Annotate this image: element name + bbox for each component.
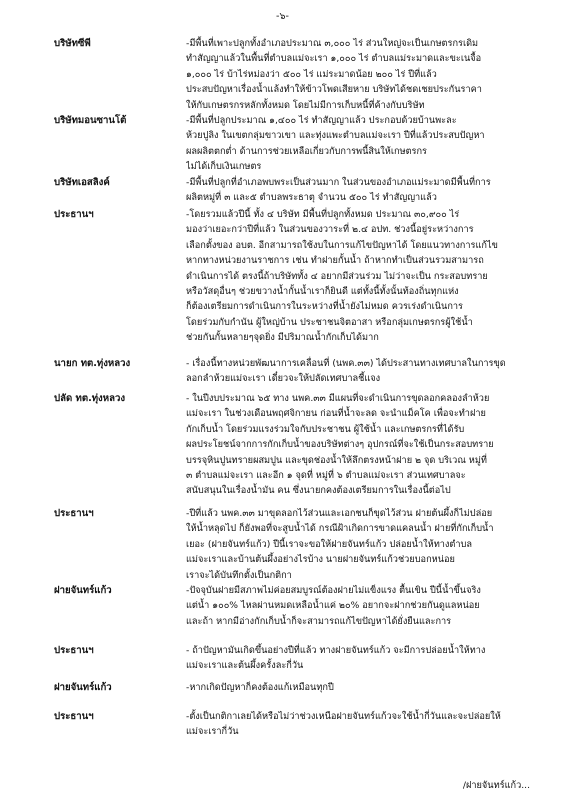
content-line: บรรจุหินปูนทรายผสมปูน และขุดช่องน้ำให้ลึกตรงหน้าฝาย ๒ จุด บริเวณ หมู่ที่ xyxy=(186,454,487,466)
content-line: เยอะ (ฝายจันทร์แก้ว) ปีนี้เราจะขอให้ฝายจันทร์แก้ว ปล่อยน้ำให้ทางตำบล xyxy=(186,538,472,550)
content-line: หากทางหน่วยงานราชการ เช่น ทำฝายกั้นน้ำ ถ้าหากทำเป็นส่วนรวมสามารถ xyxy=(186,255,484,267)
content-line: ผลิตหมู่ที่ ๓ และ๕ ตำบลพระธาตุ จำนวน ๕๐๐ ไร่ ทำสัญญาแล้ว xyxy=(186,192,437,204)
content-line: แต่น้ำ ๑๐๐% ไหลผ่านหมดเหลือน้ำแค่ ๒๐% อยากจะฝากช่วยกันดูแลหน่อย xyxy=(186,600,480,612)
entry-content xyxy=(186,643,522,674)
content-line: แม่จะเรากี่วัน xyxy=(186,726,239,738)
content-line: ให้กับเกษตรกรหลักทั้งหมด โดยไม่มีการเก็บหนี้ที่ค้างกับบริษัท xyxy=(186,99,425,111)
speaker-label: ประธานฯ xyxy=(54,645,94,656)
content-line: สนับสนุนในเรื่องน้ำมัน คน ซึ่งนายกคงต้องเตรียมการในเรื่องนี้ต่อไป xyxy=(186,485,451,497)
speaker-label: บริษัทซีพี xyxy=(54,38,91,49)
content-line: กักเก็บน้ำ โดยร่วมแรงร่วมใจกับประชาชน ผู้ใช้น้ำ และเกษตรกรที่ได้รับ xyxy=(186,423,465,435)
speaker-label: ปลัด ทต.ทุ่งหลวง xyxy=(54,393,126,404)
content-line: แม่จะเราและบ้านต้นผึ้งอย่างไรบ้าง นายฝายจันทร์แก้วช่วยบอกหน่อย xyxy=(186,554,455,566)
content-line: ๑,๐๐๐ ไร่ บ้าไร่หม่องว่า ๕๐๐ ไร่ แม่ระมาดน้อย ๒๐๐ ไร่ ปีที่แล้ว xyxy=(186,68,437,80)
content-line: หรือวัสดุอื่นๆ ช่วยขวางน้ำกั้นน้ำเราก็ยินดี แต่ทั้งนี้ทั้งนั้นท้องถิ่นทุกแห่ง xyxy=(186,286,459,298)
speaker-label: ฝายจันทร์แก้ว xyxy=(54,585,112,596)
speaker-label: ประธานฯ xyxy=(54,209,94,220)
content-line: -มีพื้นที่ปลูกประมาณ ๑,๔๐๐ ไร่ ทำสัญญาแล้ว ประกอบด้วยบ้านพะละ xyxy=(186,115,457,126)
content-line: ทำสัญญาแล้วในพื้นที่ตำบลแม่จะเรา ๑,๐๐๐ ไร่ ตำบลแม่ระมาดและขะเนจื้อ xyxy=(186,53,482,65)
content-line: -มีพื้นที่เพาะปลูกทั้งอำเภอประมาณ ๓,๐๐๐ ไร่ ส่วนใหญ่จะเป็นเกษตรกรเดิม xyxy=(186,38,479,49)
content-line: ก็ต้องเตรียมการดำเนินการในระหว่างที่น้ำยังไม่หมด ควรเร่งดำเนินการ xyxy=(186,301,463,313)
content-line: ดำเนินการได้ ตรงนี้ถ้าบริษัททั้ง ๔ อยากมีส่วนร่วม ไม่ว่าจะเป็น กระสอบทราย xyxy=(186,270,488,282)
content-line: ให้น้ำหลุดไป ก็ยังพอที่จะสูบน้ำได้ กรณีฝ้าเกิดการขาดแคลนน้ำ ฝายที่กักเก็บน้ำ xyxy=(186,523,494,535)
content-line: แม่จะเราและต้นผึ้งครั้งละกี่วัน xyxy=(186,660,304,672)
content-line: - ในปีงบประมาณ ๖๕ ทาง นพค.๓๓ มีแผนที่จะดำเนินการขุดลอกคลองลำห้วย xyxy=(186,393,490,404)
speaker-label: บริษัทเอสลิงค์ xyxy=(54,177,110,188)
content-line: ผลผลิตตกต่ำ ด้านการช่วยเหลือเกี่ยวกับการพนี้สินให้เกษตรกร xyxy=(186,145,427,157)
speaker-label: นายก ทต.ทุ่งหลวง xyxy=(54,358,131,369)
content-line: ประสบปัญหาเรื่องน้ำแล้งทำให้ข้าวโพดเสียหาย บริษัทได้ชดเชยประกันราคา xyxy=(186,84,482,96)
content-line: -ปีที่แล้ว นพค.๓๓ มาขุดลอกไว้ส่วนและเอกชนก็ขุดไว้ส่วน ฝายต้นผึ้งก็ไม่ปล่อย xyxy=(186,508,493,519)
content-line: - ถ้าปัญหามันเกิดขึ้นอย่างปีที่แล้ว ทางฝายจันทร์แก้ว จะมีการปล่อยน้ำให้ทาง xyxy=(186,645,486,656)
content-line: -ปัจจุบันฝายมีสภาพไม่ค่อยสมบูรณ์ต้องฝายไม่แข็งแรง ตื้นเขิน ปีนี้น้ำขึ้นจริง xyxy=(186,585,481,596)
content-line: -ตั้งเป็นกติกาเลยได้หรือไม่ว่าช่วงเหนือฝายจันทร์แก้วจะใช้น้ำกี่วันและจะปล่อยให้ xyxy=(186,711,501,722)
entry-content xyxy=(186,506,522,583)
content-line: เราจะได้บันทึกตั้งเป็นกติกา xyxy=(186,569,292,581)
entry-content xyxy=(186,207,522,346)
entry-content xyxy=(186,709,522,740)
entry-content xyxy=(186,583,522,629)
entry-content xyxy=(186,113,522,175)
entry-content xyxy=(186,36,522,113)
content-line: มองว่าเยอะกว่าปีที่แล้ว ในส่วนของวาระที่ ๒.๔ อปท. ช่วงนี้อยู่ระหว่างการ xyxy=(186,224,474,236)
content-line: - เรื่องนี้ทางหน่วยพัฒนาการเคลื่อนที่ (นพค.๓๓) ได้ประสานทางเทศบาลในการขุด xyxy=(186,358,506,369)
content-line: และถ้า หากมีอ่างกักเก็บน้ำก็จะสามารถแก้ไขปัญหาได้ยั่งยืนและการ xyxy=(186,615,452,627)
content-line: แม่จะเรา ในช่วงเดือนพฤศจิกายน ก่อนที่น้ำจะลด จะนำแม็คโค เพื่อจะทำฝาย xyxy=(186,408,486,420)
entry-content xyxy=(186,680,522,695)
speaker-label: ประธานฯ xyxy=(54,711,94,722)
speaker-label: บริษัทมอนซานโต้ xyxy=(54,115,127,126)
continuation-marker: /ฝายจันทร์แก้ว... xyxy=(462,780,530,791)
content-line: ห้วยปูลิง ในเขตกลุ่มขาวเขา และทุ่งแพะตำบลแม่จะเรา ปีที่แล้วประสบปัญหา xyxy=(186,130,485,142)
content-line: ช่วยกันกั้นหลายๆจุดยิ่ง มีปริมาณน้ำกักเก็บได้มาก xyxy=(186,332,379,344)
content-line: -หากเกิดปัญหาก็คงต้องแก้เหมือนทุกปี xyxy=(186,682,334,693)
content-line: ๓ ตำบลแม่จะเรา และอีก ๑ จุดที่ หมู่ที่ ๖ ตำบลแม่จะเรา ส่วนเทศบาลจะ xyxy=(186,470,466,482)
content-line: ผลประโยชน์จากการกักเก็บน้ำของบริษัทต่างๆ อุปกรณ์ที่จะใช้เป็นกระสอบทราย xyxy=(186,439,494,451)
content-line: ไม่ได้เก็บเงินเกษตร xyxy=(186,161,262,173)
content-line: ลอกลำห้วยแม่จะเรา เดี๋ยวจะให้ปลัดเทศบาลชี้แจง xyxy=(186,373,381,385)
content-line: เลือกตั้งของ อบต. อีกสามารถใช้งบในการแก้ไขปัญหาได้ โดยแนวทางการแก้ไข xyxy=(186,239,498,251)
content-line: -โดยรวมแล้วปีนี้ ทั้ง ๔ บริษัท มีพื้นที่ปลูกทั้งหมด ประมาณ ๓๐,๙๐๐ ไร่ xyxy=(186,209,460,220)
page-number: -๖- xyxy=(276,11,289,22)
entry-content xyxy=(186,391,522,499)
speaker-label: ฝายจันทร์แก้ว xyxy=(54,682,112,693)
speaker-label: ประธานฯ xyxy=(54,508,94,519)
entry-content xyxy=(186,175,522,206)
content-line: โดยร่วมกับกำนัน ผู้ใหญ่บ้าน ประชาชนจิตอาสา หรือกลุ่มเกษตรกรผู้ใช้น้ำ xyxy=(186,316,473,328)
content-line: -มีพื้นที่ปลูกที่อำเภอพบพระเป็นส่วนมาก ในส่วนของอำเภอแม่ระมาดมีพื้นที่การ xyxy=(186,177,491,188)
entry-content xyxy=(186,356,522,387)
